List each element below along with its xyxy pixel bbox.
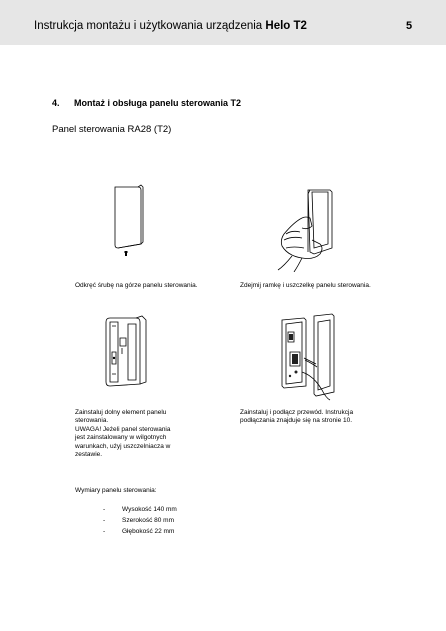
bullet: - [103,528,106,535]
list-item [100,526,177,537]
step-3-caption [75,409,171,459]
document-title-prefix: Instrukcja montażu i użytkowania urządzenia [34,20,263,32]
step-4-caption [240,409,353,426]
document-title-model: Helo T2 [265,20,307,32]
list-item [100,515,177,526]
dimension-width: Szerokość 80 mm [122,517,175,524]
list-item [100,504,177,515]
caption-line: podłączania znajduje się na stronie 10. [240,417,353,425]
caption-line: warunkach, użyj uszczelniacza w [75,442,171,450]
caption-line: sterowania. [75,417,109,425]
section-number: 4. [52,98,60,108]
dimensions-list [100,504,177,537]
bullet: - [103,506,106,513]
section-title: Montaż i obsługa panelu sterowania T2 [74,98,242,108]
dimension-depth: Głębokość 22 mm [122,528,175,535]
dimension-height: Wysokość 140 mm [122,506,177,513]
caption-line: zestawie. [75,451,103,459]
caption-line: Zdejmij ramkę i uszczelkę panelu sterowania. [240,282,371,289]
figure-remove-frame [272,186,342,272]
dimensions-label: Wymiary panelu sterowania: [75,487,157,494]
caption-line: UWAGA! Jeżeli panel sterowania [75,425,171,433]
page-header [0,0,446,45]
figure-panel-front [108,182,148,262]
step-2-caption [240,282,371,290]
screw-icon [125,251,128,256]
caption-line: jest zainstalowany w wilgotnych [75,434,167,442]
page-number: 5 [406,20,413,32]
bullet: - [103,517,106,524]
caption-line: Zainstaluj dolny element panelu [75,409,167,416]
step-1-caption [75,282,198,290]
caption-line: Odkręć śrubę na górze panelu sterowania. [75,282,198,289]
caption-line: Zainstaluj i podłącz przewód. Instrukcja [240,409,354,416]
figure-wiring [272,312,352,402]
section-heading [52,98,241,108]
panel-subtitle: Panel sterowania RA28 (T2) [52,124,172,135]
figure-install-base [100,312,150,392]
document-title [34,20,307,32]
